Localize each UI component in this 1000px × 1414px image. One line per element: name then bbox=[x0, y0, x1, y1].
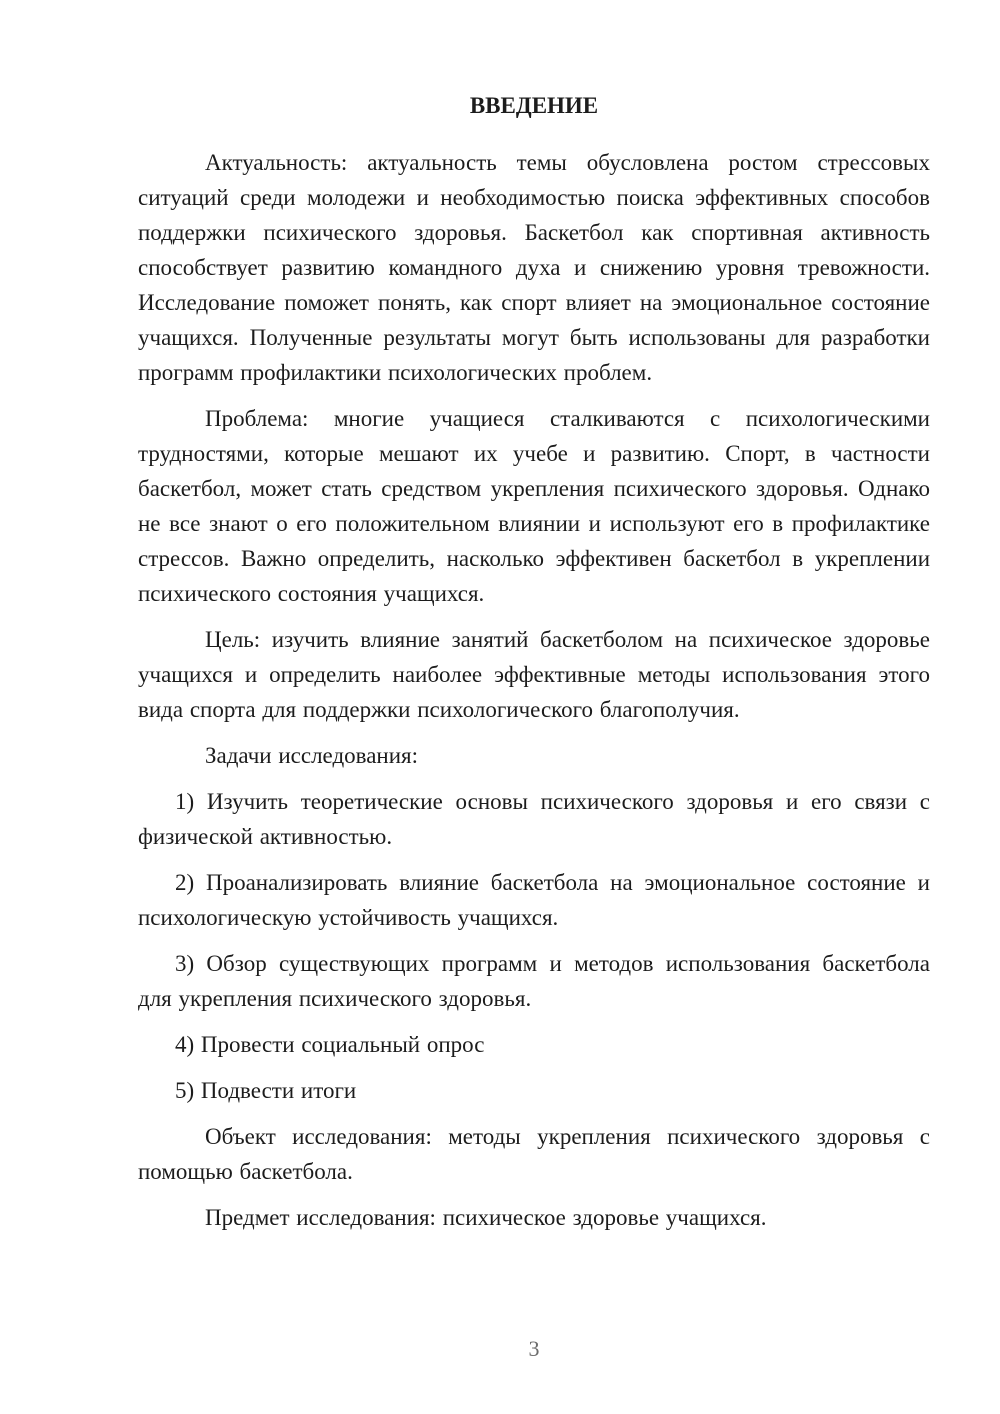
task-item-1: 1) Изучить теоретические основы психического здоровья и его связи с физической активностью. bbox=[138, 789, 930, 849]
tasks-heading: Задачи исследования: bbox=[205, 743, 419, 768]
paragraph-actuality: Актуальность: актуальность темы обусловлена ростом стрессовых ситуаций среди молодежи и необходимостью поиска эффективных способов поддержки психического здоровья. Баскетбол как спортивная активность способствует развитию командного духа и снижению уровня тревожности. Исследование поможет понять, как спорт влияет на эмоциональное состояние учащихся. Полученные результаты могут быть использованы для разработки программ профилактики психологических проблем. bbox=[138, 150, 930, 385]
page-number: 3 bbox=[528, 1336, 540, 1361]
task-item-2: 2) Проанализировать влияние баскетбола на эмоциональное состояние и психологическую устойчивость учащихся. bbox=[138, 870, 930, 930]
paragraph-goal: Цель: изучить влияние занятий баскетболом на психическое здоровье учащихся и определить наиболее эффективные методы использования этого вида спорта для поддержки психологического благополучия. bbox=[138, 627, 930, 722]
paragraph-problem: Проблема: многие учащиеся сталкиваются с психологическими трудностями, которые мешают их учебе и развитию. Спорт, в частности баскетбол, может стать средством укрепления психического здоровья. Однако не все знают о его положительном влиянии и используют его в профилактике стрессов. Важно определить, насколько эффективен баскетбол в укреплении психического состояния учащихся. bbox=[138, 406, 930, 606]
task-item-4: 4) Провести социальный опрос bbox=[175, 1032, 485, 1057]
paragraph-research-subject: Предмет исследования: психическое здоровье учащихся. bbox=[205, 1205, 767, 1230]
paragraph-research-object: Объект исследования: методы укрепления психического здоровья с помощью баскетбола. bbox=[138, 1124, 930, 1184]
task-item-3: 3) Обзор существующих программ и методов использования баскетбола для укрепления психического здоровья. bbox=[138, 951, 930, 1011]
task-item-5: 5) Подвести итоги bbox=[175, 1078, 357, 1103]
section-title: ВВЕДЕНИЕ bbox=[469, 93, 599, 118]
